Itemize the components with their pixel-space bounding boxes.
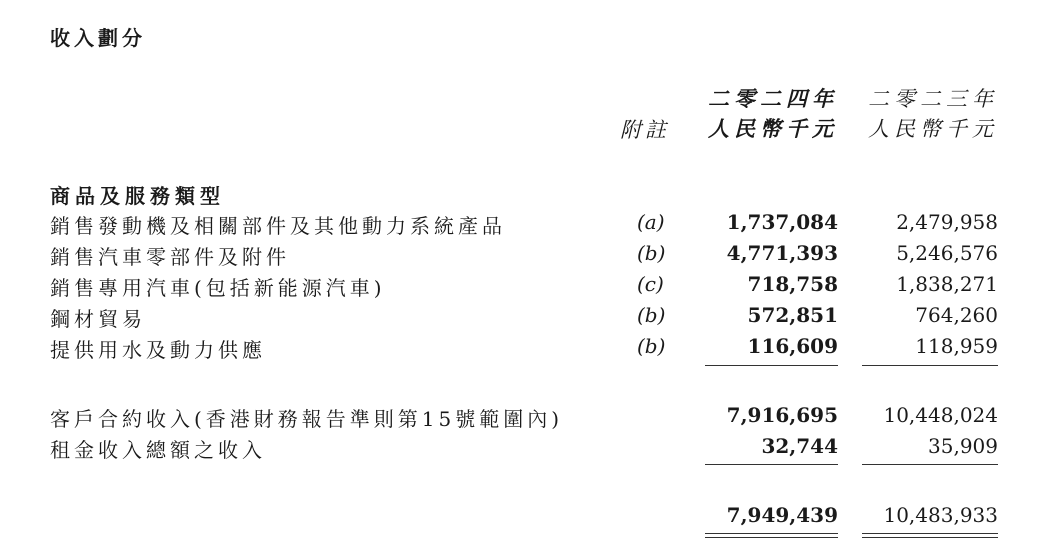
total-previous-value: 10,483,933	[883, 503, 998, 527]
total-current-value: 7,949,439	[726, 503, 838, 527]
row-note: (a)	[637, 210, 665, 234]
previous-unit-header: 人民幣千元	[868, 117, 998, 141]
subtotal-rule-previous	[862, 365, 998, 366]
subtotal-rule-current	[705, 365, 838, 366]
row-label: 提供用水及動力供應	[50, 338, 266, 362]
row-previous-value: 118,959	[915, 334, 998, 358]
row-label: 鋼材貿易	[50, 307, 146, 331]
row-previous-value: 764,260	[915, 303, 998, 327]
page-title: 收入劃分	[50, 26, 146, 50]
row-label: 銷售專用汽車(包括新能源汽車)	[50, 276, 386, 300]
row-previous-value: 1,838,271	[896, 272, 998, 296]
current-unit-header: 人民幣千元	[708, 117, 838, 141]
current-year-header: 二零二四年	[708, 87, 838, 111]
row-current-value: 4,771,393	[726, 241, 838, 265]
summary-row	[0, 434, 1051, 460]
note-column-header: 附註	[620, 118, 670, 142]
summary-previous-value: 10,448,024	[883, 403, 998, 427]
row-label: 銷售汽車零部件及附件	[50, 245, 290, 269]
row-current-value: 718,758	[747, 272, 838, 296]
table-row	[0, 210, 1051, 236]
row-current-value: 1,737,084	[726, 210, 838, 234]
previous-year-header: 二零二三年	[868, 87, 998, 111]
row-note: (b)	[637, 303, 666, 327]
summary-current-value: 32,744	[761, 434, 838, 458]
row-label: 銷售發動機及相關部件及其他動力系統產品	[50, 214, 506, 238]
row-note: (b)	[637, 334, 666, 358]
total-rule-previous	[862, 464, 998, 465]
double-rule-current-bottom	[705, 537, 838, 538]
row-previous-value: 2,479,958	[896, 210, 998, 234]
summary-label: 租金收入總額之收入	[50, 438, 266, 462]
double-rule-previous-top	[862, 533, 998, 534]
table-row	[0, 303, 1051, 329]
row-note: (b)	[637, 241, 666, 265]
row-current-value: 116,609	[747, 334, 838, 358]
table-row	[0, 272, 1051, 298]
summary-current-value: 7,916,695	[726, 403, 838, 427]
summary-row	[0, 403, 1051, 429]
double-rule-current-top	[705, 533, 838, 534]
total-row	[0, 503, 1051, 529]
total-rule-current	[705, 464, 838, 465]
summary-label: 客戶合約收入(香港財務報告準則第15號範圍內)	[50, 407, 564, 431]
section-title: 商品及服務類型	[50, 184, 225, 208]
row-previous-value: 5,246,576	[896, 241, 998, 265]
table-row	[0, 334, 1051, 360]
summary-previous-value: 35,909	[928, 434, 998, 458]
table-row	[0, 241, 1051, 267]
row-current-value: 572,851	[747, 303, 838, 327]
double-rule-previous-bottom	[862, 537, 998, 538]
row-note: (c)	[637, 272, 664, 296]
